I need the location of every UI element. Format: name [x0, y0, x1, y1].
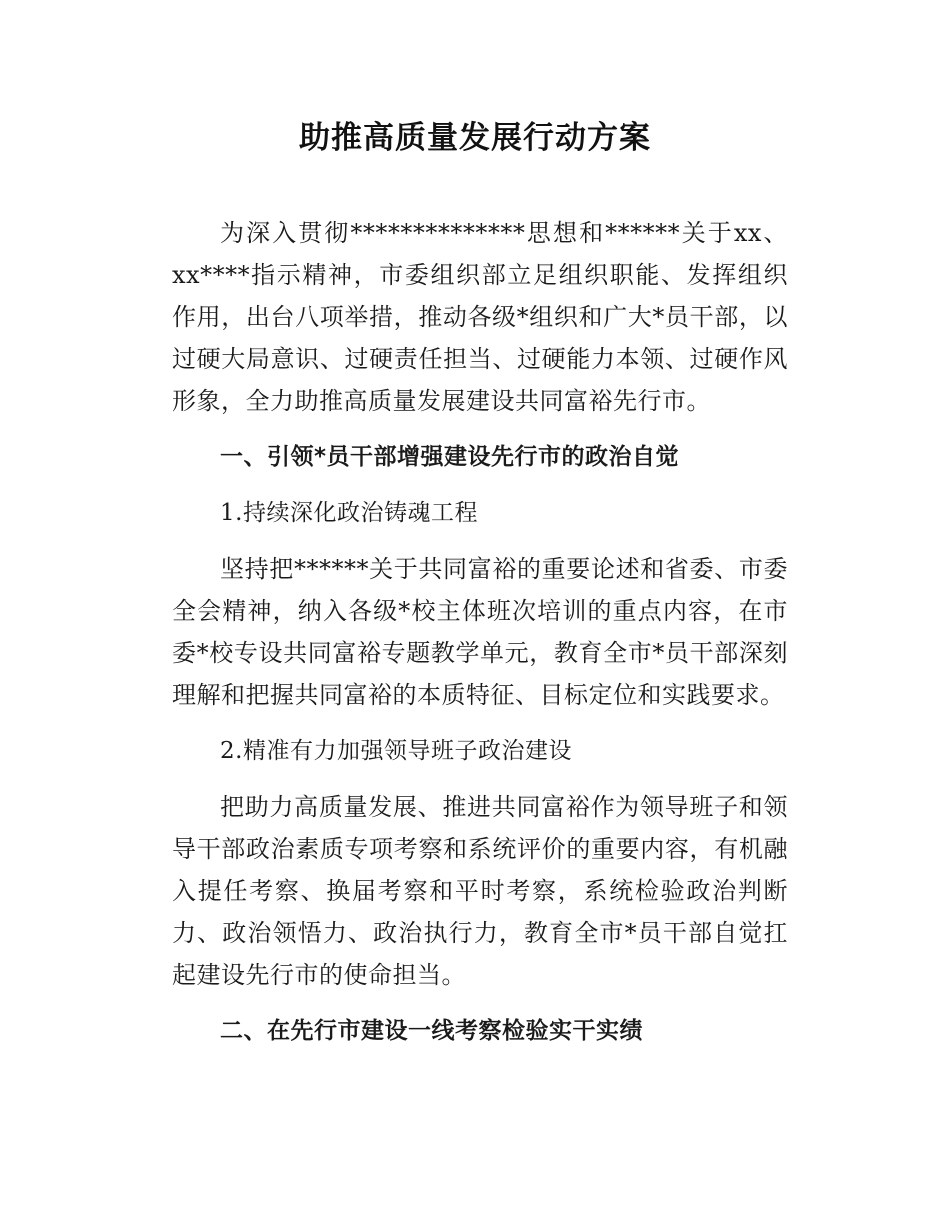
item-1-paragraph: 坚持把******关于共同富裕的重要论述和省委、市委全会精神，纳入各级*校主体班次培训的重点内容，在市委*校专设共同富裕专题教学单元，教育全市*员干部深刻理解和把握共同富裕的本质特征、目标定位和实践要求。 [172, 555, 788, 709]
item-2-paragraph: 把助力高质量发展、推进共同富裕作为领导班子和领导干部政治素质专项考察和系统评价的重要内容，有机融入提任考察、换届考察和平时考察，系统检验政治判断力、政治领悟力、政治执行力，教育全市*员干部自觉扛起建设先行市的使命担当。 [172, 793, 788, 989]
document-title: 助推高质量发展行动方案 [299, 120, 651, 156]
intro-paragraph: 为深入贯彻**************思想和******关于xx、xx****指示精神，市委组织部立足组织职能、发挥组织作用，出台八项举措，推动各级*组织和广大*员干部，以过硬大局意识、过硬责任担当、过硬能力本领、过硬作风形象，全力助推高质量发展建设共同富裕先行市。 [172, 219, 788, 415]
item-2-heading: 2.精准有力加强领导班子政治建设 [220, 738, 572, 764]
document-body [172, 212, 788, 1066]
section-1-heading: 一、引领*员干部增强建设先行市的政治自觉 [220, 444, 680, 470]
section-2-heading: 二、在先行市建设一线考察检验实干实绩 [220, 1018, 643, 1044]
item-1-heading: 1.持续深化政治铸魂工程 [220, 500, 478, 526]
